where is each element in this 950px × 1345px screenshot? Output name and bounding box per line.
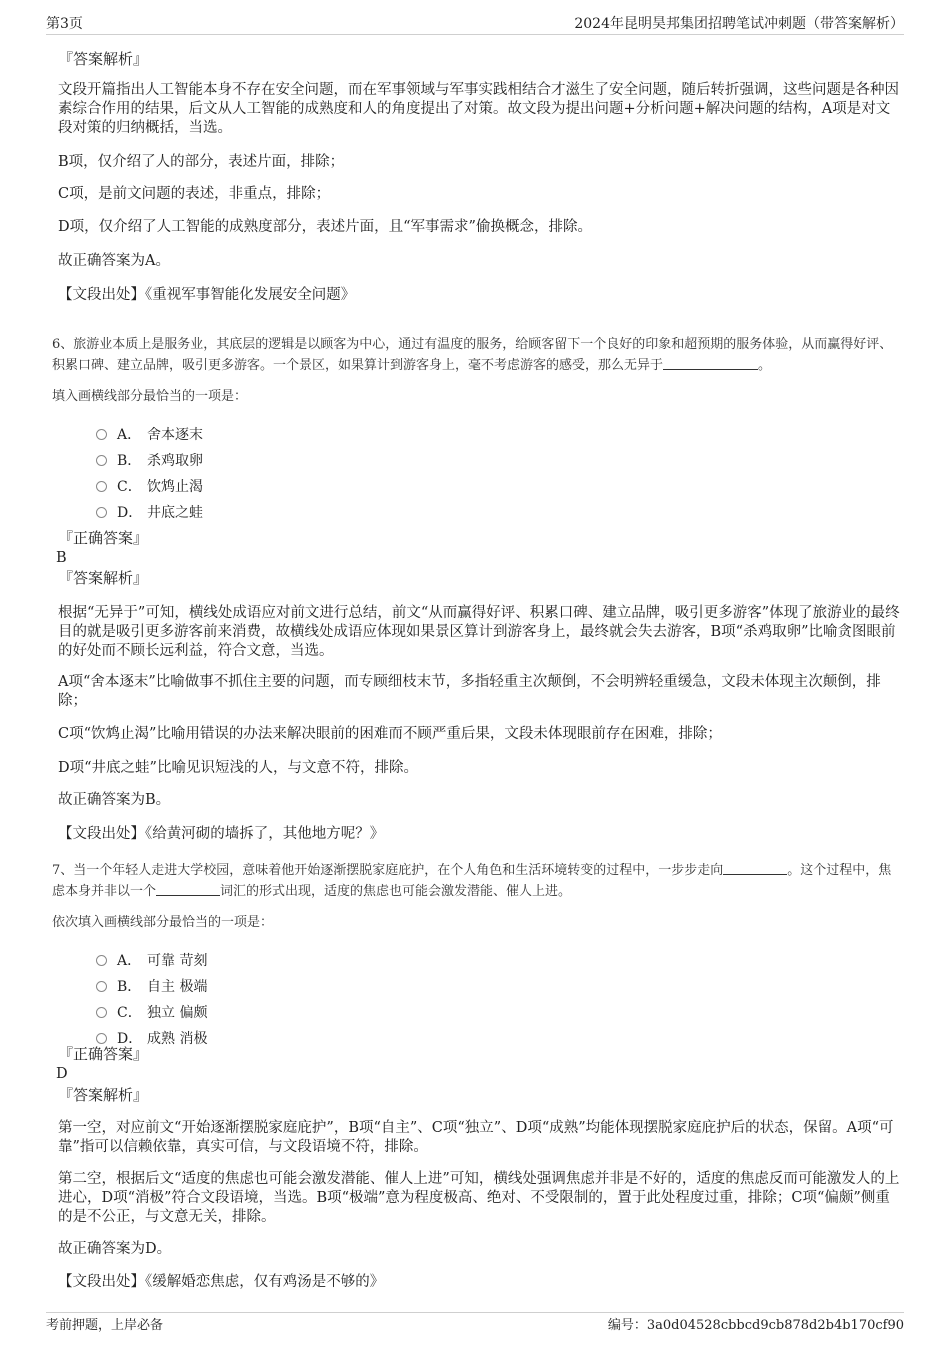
- analysis-paragraph: 根据“无异于”可知，横线处成语应对前文进行总结，前文“从而赢得好评、积累口碑、建立品牌，吸引更多游客”体现了旅游业的最终目的就是吸引更多游客前来消费，故横线处成语应体现如果景区算计到游客身上，最终就会失去游客，B项“杀鸡取卵”比喻贪图眼前的好处而不顾长远利益，符合文意，当选。: [58, 605, 900, 659]
- radio-icon[interactable]: [96, 481, 107, 492]
- analysis-label: 『答案解析』: [58, 1086, 149, 1104]
- page-header: [46, 0, 904, 35]
- question-7-text: 词汇的形式出现，适度的焦虑也可能会激发潜能、催人上进。: [220, 884, 572, 899]
- analysis-conclusion: 故正确答案为B。: [58, 792, 171, 808]
- question-6-blank: [663, 356, 758, 370]
- q6-option-d[interactable]: D． 井底之蛙: [96, 502, 203, 522]
- radio-icon[interactable]: [96, 455, 107, 466]
- correct-answer: B: [56, 550, 67, 566]
- question-6-stem: [52, 334, 904, 376]
- analysis-label: 『答案解析』: [58, 50, 149, 68]
- analysis-paragraph: A项“舍本逐末”比喻做事不抓住主要的问题，而专顾细枝末节，多指轻重主次颠倒，不会明辨轻重缓急，文段未体现主次颠倒，排除；: [58, 674, 881, 709]
- q7-option-b[interactable]: B． 自主 极端: [96, 976, 207, 996]
- question-7-text: 7、当一个年轻人走进大学校园，意味着他开始逐渐摆脱家庭庇护，在个人角色和生活环境转变的过程中，一步步走向: [52, 863, 724, 878]
- source-note: 【文段出处】《给黄河砌的墙拆了，其他地方呢？》: [58, 826, 385, 842]
- answer-label: 『正确答案』: [58, 1045, 149, 1063]
- radio-icon[interactable]: [96, 1007, 107, 1018]
- q7-option-a[interactable]: A． 可靠 苛刻: [96, 950, 207, 970]
- analysis-paragraph: D项“井底之蛙”比喻见识短浅的人，与文意不符，排除。: [58, 760, 418, 776]
- analysis-paragraph: 文段开篇指出人工智能本身不存在安全问题，而在军事领域与军事实践相结合才滋生了安全问题，随后转折强调，这些问题是各种因素综合作用的结果，后文从人工智能的成熟度和人的角度提出了对策。故文段为提出问题+分析问题+解决问题的结构，A项是对文段对策的归纳概括，当选。: [58, 82, 899, 136]
- q6-option-c[interactable]: C． 饮鸩止渴: [96, 476, 203, 496]
- analysis-label: 『答案解析』: [58, 569, 149, 587]
- q7-option-c[interactable]: C． 独立 偏颇: [96, 1002, 207, 1022]
- analysis-paragraph: C项，是前文问题的表述，非重点，排除；: [58, 186, 331, 202]
- question-7-stem: [52, 860, 904, 902]
- question-7-prompt: 依次填入画横线部分最恰当的一项是：: [52, 915, 274, 930]
- analysis-paragraph: 第二空，根据后文“适度的焦虑也可能会激发潜能、催人上进”可知，横线处强调焦虑并非是不好的，适度的焦虑反而可能激发人的上进心，D项“消极”符合文段语境，当选。B项“极端”意为程度极高、绝对、不受限制的，置于此处程度过重，排除；C项“偏颇”侧重的是不公正，与文意无关，排除。: [58, 1171, 900, 1225]
- source-note: 【文段出处】《重视军事智能化发展安全问题》: [58, 287, 356, 303]
- radio-icon[interactable]: [96, 429, 107, 440]
- radio-icon[interactable]: [96, 955, 107, 966]
- question-7-blank-2: [156, 882, 220, 896]
- document-title: 2024年昆明昊邦集团招聘笔试冲刺题（带答案解析）: [574, 16, 904, 32]
- question-7-blank-1: [723, 861, 787, 875]
- correct-answer: D: [56, 1066, 68, 1082]
- source-note: 【文段出处】《缓解婚恋焦虑，仅有鸡汤是不够的》: [58, 1274, 385, 1290]
- analysis-paragraph: D项，仅介绍了人工智能的成熟度部分，表述片面，且“军事需求”偷换概念，排除。: [58, 219, 592, 235]
- radio-icon[interactable]: [96, 507, 107, 518]
- analysis-paragraph: 第一空，对应前文“开始逐渐摆脱家庭庇护”，B项“自主”、C项“独立”、D项“成熟”均能体现摆脱家庭庇护后的状态，保留。A项“可靠”指可以信赖依靠，真实可信，与文段语境不符，排除。: [58, 1120, 894, 1155]
- page-number: 第3页: [46, 16, 83, 32]
- q6-option-a[interactable]: A． 舍本逐末: [96, 424, 203, 444]
- radio-icon[interactable]: [96, 1033, 107, 1044]
- analysis-paragraph: B项，仅介绍了人的部分，表述片面，排除；: [58, 154, 345, 170]
- footer-serial: 编号：3a0d04528cbbcd9cb878d2b4b170cf90: [607, 1318, 904, 1333]
- page-footer: [46, 1312, 904, 1333]
- question-6-prompt: 填入画横线部分最恰当的一项是：: [52, 389, 248, 404]
- q6-option-b[interactable]: B． 杀鸡取卵: [96, 450, 203, 470]
- analysis-paragraph: C项“饮鸩止渴”比喻用错误的办法来解决眼前的困难而不顾严重后果，文段未体现眼前存在困难，排除；: [58, 726, 722, 742]
- radio-icon[interactable]: [96, 981, 107, 992]
- answer-label: 『正确答案』: [58, 529, 149, 547]
- analysis-conclusion: 故正确答案为A。: [58, 253, 170, 269]
- question-7-text: 。这个过程中，焦虑本身并非以一个: [52, 863, 892, 899]
- question-6-end: 。: [758, 358, 772, 373]
- analysis-conclusion: 故正确答案为D。: [58, 1241, 172, 1257]
- q7-option-d[interactable]: D． 成熟 消极: [96, 1028, 207, 1048]
- footer-slogan: 考前押题，上岸必备: [46, 1318, 164, 1333]
- question-6-text: 6、旅游业本质上是服务业，其底层的逻辑是以顾客为中心，通过有温度的服务，给顾客留下一个良好的印象和超预期的服务体验，从而赢得好评、积累口碑、建立品牌，吸引更多游客。一个景区，如果算计到游客身上，毫不考虑游客的感受，那么无异于: [52, 337, 893, 373]
